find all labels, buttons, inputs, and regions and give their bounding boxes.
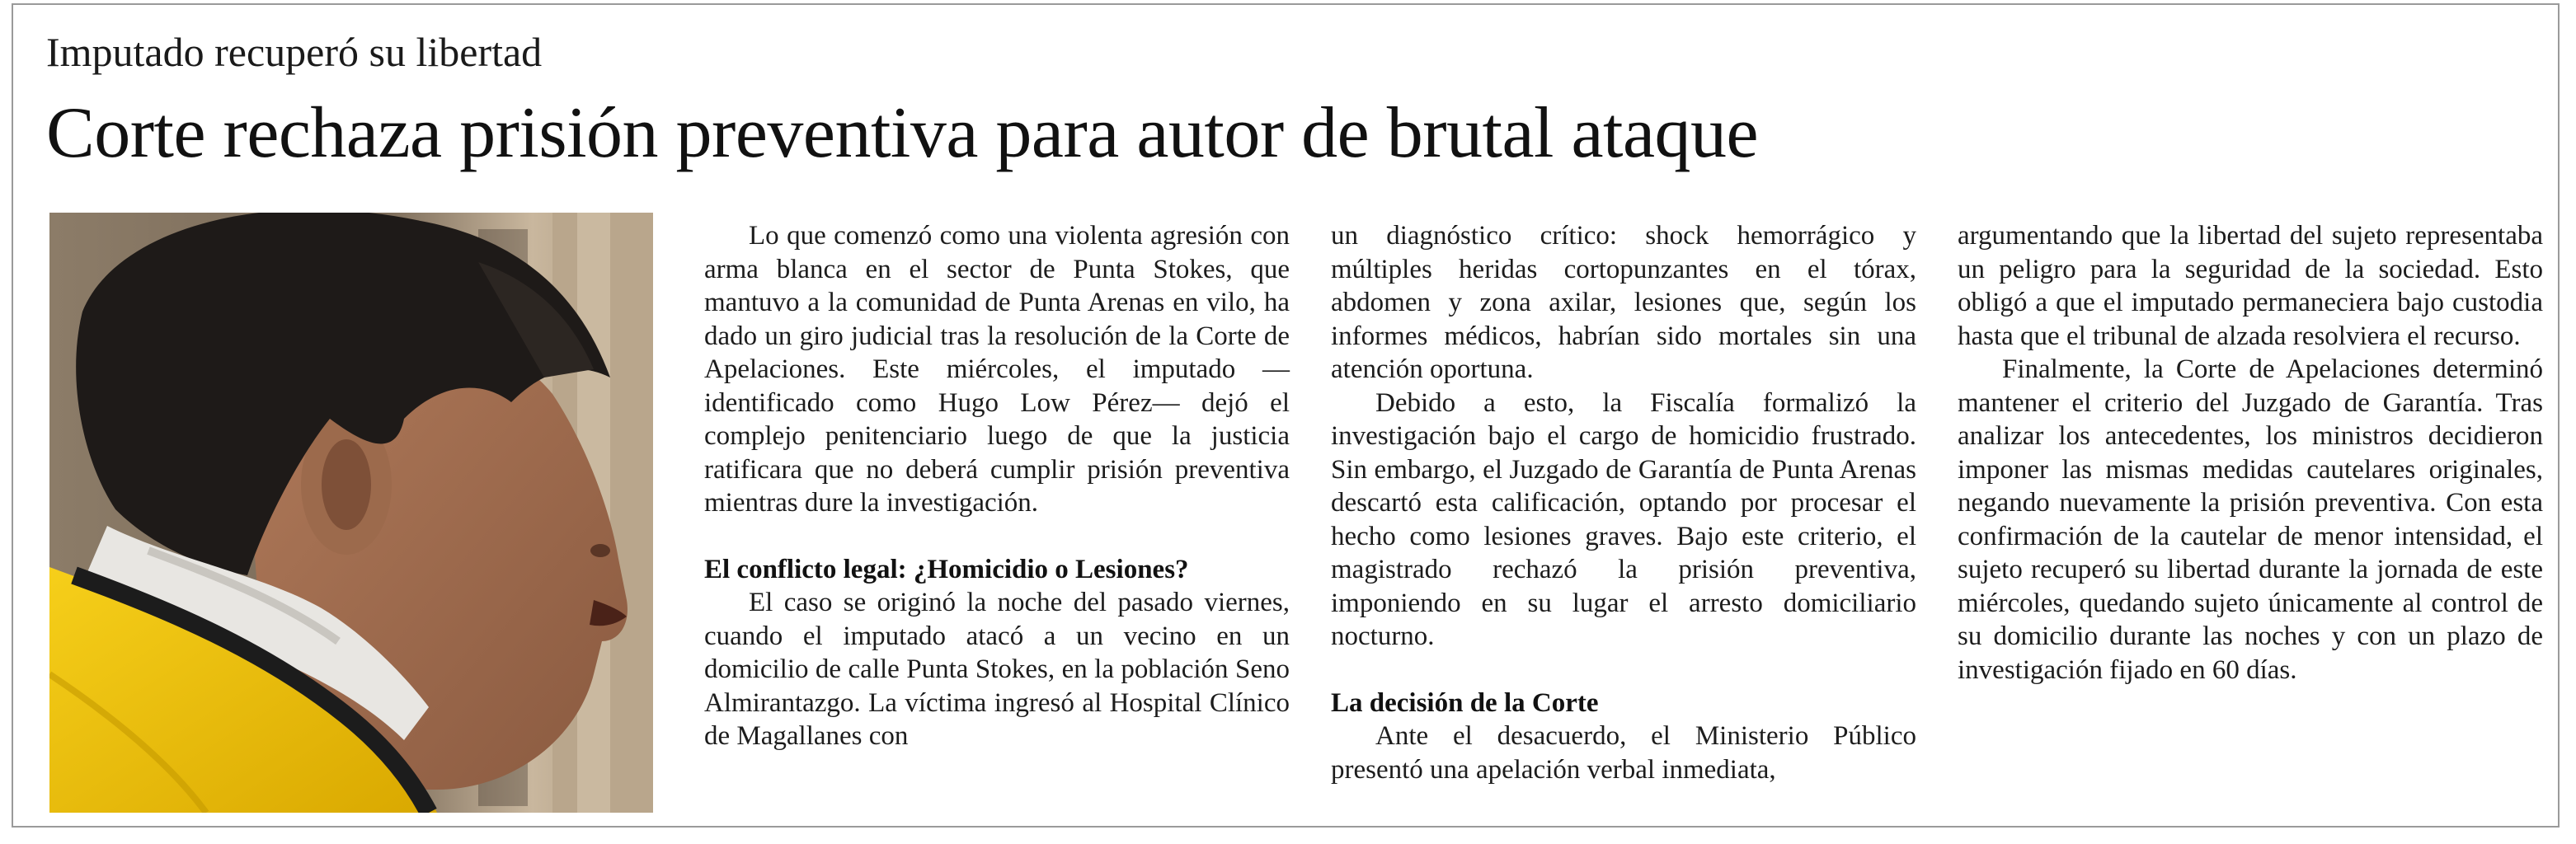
subheading: El conflicto legal: ¿Homicidio o Lesiones? [704, 554, 1189, 584]
paragraph: Finalmente, la Corte de Apelaciones determinó mantener el criterio del Juzgado de Garantía. Tras analizar los antecedentes, los ministros decidieron imponer las mismas medidas cautelares originales, negando nuevamente la prisión preventiva. Con esta confirmación de la cautelar de menor intensidad, el sujeto recuperó su libertad durante la jornada de este miércoles, quedando sujeto únicamente al control de su domicilio durante las noches y con un plazo de investigación fijado en 60 días. [1958, 354, 2543, 685]
article-column-3 [1958, 219, 2543, 687]
article-photo [49, 213, 653, 813]
news-clipping-frame [12, 3, 2560, 828]
paragraph: Debido a esto, la Fiscalía formalizó la investigación bajo el cargo de homicidio frustrado. Sin embargo, el Juzgado de Garantía de Punta Arenas descartó esta calificación, optando por procesar el hecho como lesiones graves. Bajo este criterio, el magistrado rechazó la prisión preventiva, imponiendo en su lugar el arresto domiciliario nocturno. [1331, 387, 1916, 651]
paragraph: Ante el desacuerdo, el Ministerio Público presentó una apelación verbal inmediata, [1331, 721, 1916, 785]
article-column-2 [1331, 219, 1916, 786]
paragraph: argumentando que la libertad del sujeto representaba un peligro para la seguridad de la sociedad. Esto obligó a que el imputado permaneciera bajo custodia hasta que el tribunal de alzada resolviera el recurso. [1958, 221, 2543, 351]
article-kicker: Imputado recuperó su libertad [46, 29, 543, 75]
paragraph: El caso se originó la noche del pasado viernes, cuando el imputado atacó a un vecino en un domicilio de calle Punta Stokes, en la población Seno Almirantazgo. La víctima ingresó al Hospital Clínico de Magallanes con [704, 588, 1290, 751]
article-column-1 [704, 219, 1290, 753]
article-headline: Corte rechaza prisión preventiva para autor de brutal ataque [46, 93, 1759, 173]
subheading: La decisión de la Corte [1331, 687, 1599, 718]
paragraph: Lo que comenzó como una violenta agresión con arma blanca en el sector de Punta Stokes, que mantuvo a la comunidad de Punta Arenas en vilo, ha dado un giro judicial tras la resolución de la Corte de Apelaciones. Este miércoles, el imputado —identificado como Hugo Low Pérez— dejó el complejo penitenciario luego de que la justicia ratificara que no deberá cumplir prisión preventiva mientras dure la investigación. [704, 221, 1290, 518]
paragraph: un diagnóstico crítico: shock hemorrágico y múltiples heridas cortopunzantes en el tórax, abdomen y zona axilar, lesiones que, según los informes médicos, habrían sido mortales sin una atención oportuna. [1331, 221, 1916, 384]
